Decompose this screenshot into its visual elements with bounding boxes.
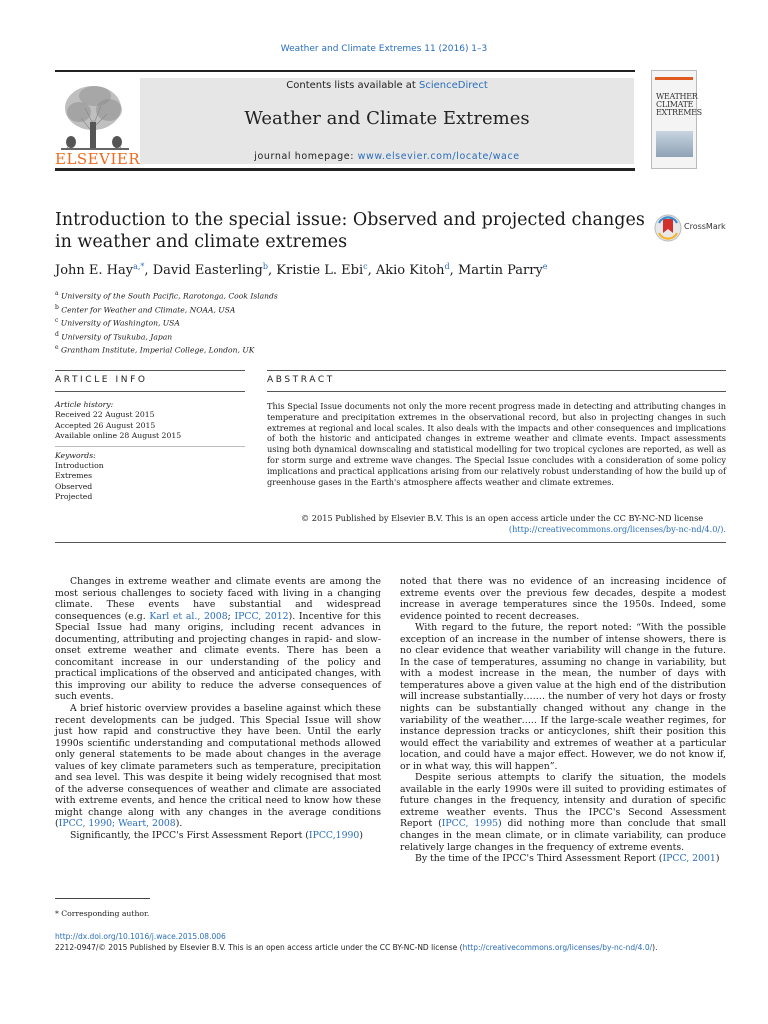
body-text: ): [359, 830, 363, 842]
homepage-prefix: journal homepage:: [254, 151, 358, 162]
abstract-heading: ABSTRACT: [267, 375, 335, 385]
affiliation-list: [55, 288, 555, 356]
affiliation-item: [55, 342, 555, 356]
body-text: noted that there was no evidence of an increasing incidence of extreme events over the previous few decades, despite a modest increase in average temperatures since the 1950s. Indeed, some evidence pointed to recent decreases.: [400, 576, 726, 622]
history-item: Available online 28 August 2015: [55, 431, 182, 441]
body-column-left: [55, 576, 381, 842]
abstract-text: This Special Issue documents not only the more recent progress made in detecting and attributing changes in temperature and precipitation extremes in the observational record, but also in projecting changes in such extremes at regional and local scales. It also deals with the impacts and other consequences and implications of both the historic and anticipated changes in extreme weather and climate events. Impact assessments using both dynamical downscaling and statistical modelling for two tropical cyclones are reported, as well as for storm surge and extreme wave changes. The Special Issue concludes with a consideration of some policy implications and practical applications arising from our relatively robust understanding of how the build up of greenhouse gases in the Earth's atmosphere affects weather and climate extremes.: [267, 401, 726, 487]
corresponding-author-footnote: * Corresponding author.: [55, 909, 150, 918]
author-list: [55, 262, 695, 278]
body-column-right: [400, 576, 726, 865]
journal-cover-thumbnail[interactable]: [651, 70, 702, 169]
abstract-copyright: [267, 513, 726, 535]
affiliation-text: University of the South Pacific, Rarotonga, Cook Islands: [58, 291, 278, 301]
affiliation-text: University of Washington, USA: [58, 318, 180, 328]
body-paragraph: [55, 703, 381, 830]
author-affiliation-marker[interactable]: c: [363, 262, 368, 271]
journal-title: Weather and Climate Extremes: [244, 108, 530, 129]
article-info-panel: [55, 400, 245, 503]
body-text: With regard to the future, the report noted: “With the possible exception of an increase in the number of intense showers, there is no clear evidence that weather variability will change in the future. In the case of temperatures, assuming no change in variability, but with a modest increase in the mean, the number of days with temperatures above a given value at the high end of the distribution will increase substantially……. the number of very hot days or frosty nights can be substantially changed without any change in the variability of the weather….. If the large-scale weather regimes, for instance depression tracks or anticyclones, shift their position this would effect the variability and extremes of weather at a particular location, and could have a major effect. However, we do not know if, or in what way, this will happen”.: [400, 622, 726, 772]
body-text: ).: [175, 818, 183, 830]
body-text: By the time of the IPCC's Third Assessment Report (: [415, 853, 663, 865]
copyright-line: © 2015 Published by Elsevier B.V. This is an open access article under the CC BY-NC-ND license: [301, 513, 704, 523]
article-info-top-rule: [55, 370, 245, 371]
contents-prefix: Contents lists available at: [286, 80, 420, 91]
body-text: Despite serious attempts to clarify the situation, the models available in the early 1990s were ill suited to providing estimates of future changes in the frequency, intensity and duration of specific extreme weather events. Thus the IPCC's Second Assessment Report (: [400, 772, 726, 830]
history-list: [55, 410, 245, 441]
body-text: ) did nothing more than conclude that small changes in the mean climate, or in climate variability, can produce relatively large changes in the frequency of extreme events.: [400, 818, 726, 853]
cover-band: [655, 77, 693, 80]
history-item: Received 22 August 2015: [55, 410, 155, 420]
body-paragraph: [400, 622, 726, 772]
citation-link[interactable]: IPCC, 1995: [441, 818, 499, 830]
homepage-link[interactable]: www.elsevier.com/locate/wace: [357, 151, 520, 162]
body-paragraph: [400, 853, 726, 865]
license-line: [55, 942, 755, 953]
affiliation-key: b: [55, 303, 59, 311]
doi-link[interactable]: http://dx.doi.org/10.1016/j.wace.2015.08.006: [55, 932, 226, 941]
author-name[interactable]: Kristie L. Ebi: [276, 263, 364, 278]
footnote-rule: [55, 898, 150, 899]
citation-link[interactable]: IPCC, 2012: [234, 610, 289, 622]
body-paragraph: [55, 576, 381, 703]
masthead-top-rule: [55, 70, 635, 72]
article-info-heading-rule: [55, 391, 245, 392]
crossmark-button[interactable]: [654, 213, 734, 243]
keyword-item: Projected: [55, 492, 93, 502]
keyword-item: Observed: [55, 481, 93, 491]
license-url[interactable]: http://creativecommons.org/licenses/by-nc-nd/4.0/: [462, 943, 653, 952]
author-name[interactable]: Martin Parry: [457, 263, 543, 278]
affiliation-text: University of Tsukuba, Japan: [58, 332, 173, 342]
citation-link[interactable]: IPCC, 1990; Weart, 2008: [58, 818, 176, 830]
affiliation-key: e: [55, 344, 59, 352]
affiliation-key: a: [55, 290, 59, 297]
affiliation-item: [55, 288, 555, 302]
author-affiliation-marker[interactable]: d: [444, 262, 450, 271]
keyword-item: Introduction: [55, 461, 104, 471]
article-title: Introduction to the special issue: Observed and projected changes in weather and climate extremes: [55, 210, 645, 252]
keyword-item: Extremes: [55, 471, 93, 481]
sciencedirect-link[interactable]: ScienceDirect: [419, 80, 488, 91]
elsevier-wordmark: ELSEVIER: [55, 150, 141, 168]
affiliation-item: [55, 315, 555, 329]
body-paragraph: [400, 772, 726, 853]
author-separator: ,: [449, 263, 458, 278]
author-separator: ,: [268, 263, 277, 278]
author-affiliation-marker[interactable]: a,*: [133, 262, 145, 271]
journal-homepage: [140, 151, 634, 162]
contents-line: [140, 80, 634, 91]
abstract-heading-rule: [267, 391, 726, 392]
body-paragraph: [55, 830, 381, 842]
body-paragraph: [400, 576, 726, 622]
crossmark-label: CrossMark: [684, 222, 726, 231]
cover-image: [656, 131, 693, 157]
author-name[interactable]: Akio Kitoh: [375, 263, 445, 278]
body-text: Changes in extreme weather and climate events are among the most serious challenges to society faced with living in a changing climate. These events have substantial and widespread consequences (e.g.: [55, 576, 381, 622]
journal-citation[interactable]: Weather and Climate Extremes 11 (2016) 1–3: [280, 44, 488, 54]
license-link[interactable]: (http://creativecommons.org/licenses/by-nc-nd/4.0/).: [508, 523, 726, 534]
author-affiliation-marker[interactable]: b: [262, 262, 268, 271]
citation-link[interactable]: IPCC, 2001: [662, 853, 716, 865]
author-name[interactable]: David Easterling: [152, 263, 263, 278]
author-name[interactable]: John E. Hay: [55, 263, 134, 278]
history-item: Accepted 26 August 2015: [55, 420, 156, 430]
body-text: ;: [227, 610, 235, 622]
body-text: Significantly, the IPCC's First Assessment Report (: [70, 830, 309, 842]
affiliation-item: [55, 302, 555, 316]
info-divider: [55, 446, 245, 447]
author-separator: ,: [367, 263, 376, 278]
citation-link[interactable]: Karl et al., 2008: [149, 610, 228, 622]
affiliation-key: d: [55, 330, 59, 338]
crossmark-icon: [654, 213, 682, 243]
masthead-bottom-rule: [55, 168, 635, 171]
cover-title: WEATHER CLIMATE EXTREMES: [656, 92, 702, 117]
abstract-bottom-rule: [55, 542, 726, 543]
keyword-list: [55, 461, 245, 503]
author-affiliation-marker[interactable]: e: [542, 262, 548, 271]
affiliation-text: Center for Weather and Climate, NOAA, USA: [58, 305, 236, 315]
affiliation-text: Grantham Institute, Imperial College, London, UK: [58, 345, 255, 355]
article-info-heading: ARTICLE INFO: [55, 375, 148, 385]
history-label: Article history:: [55, 400, 114, 409]
body-text: ). Incentive for this Special Issue had many origins, including recent advances in documenting, attributing and projecting changes in rapid- and slow-onset extreme weather and climate events. There has been a concomitant increase in our understanding of the policy and practical implications of the observed and anticipated changes, with this improving our ability to reduce the adverse consequences of such events.: [55, 610, 382, 703]
body-text: ): [715, 853, 720, 865]
citation-link[interactable]: IPCC,1990: [308, 830, 360, 842]
license-suffix: ).: [652, 943, 658, 952]
author-separator: ,: [144, 263, 153, 278]
affiliation-key: c: [55, 317, 59, 325]
keywords-label: Keywords:: [55, 450, 96, 460]
abstract-top-rule: [267, 370, 726, 371]
body-text: A brief historic overview provides a baseline against which these recent developments can be judged. This Special Issue will show just how rapid and constructive they have been. Until the early 1990s scientific understanding and computational methods allowed only general statements to be made about changes in the average values of key climate parameters such as temperature, precipitation and sea level. This was despite it being widely recognised that most of the adverse consequences of weather and climate are associated with extreme events, and hence the critical need to know how these might change along with any changes in the average conditions (: [55, 703, 381, 830]
license-prefix: 2212-0947/© 2015 Published by Elsevier B.V. This is an open access article under the CC BY-NC-ND license (: [55, 943, 463, 952]
affiliation-item: [55, 329, 555, 343]
